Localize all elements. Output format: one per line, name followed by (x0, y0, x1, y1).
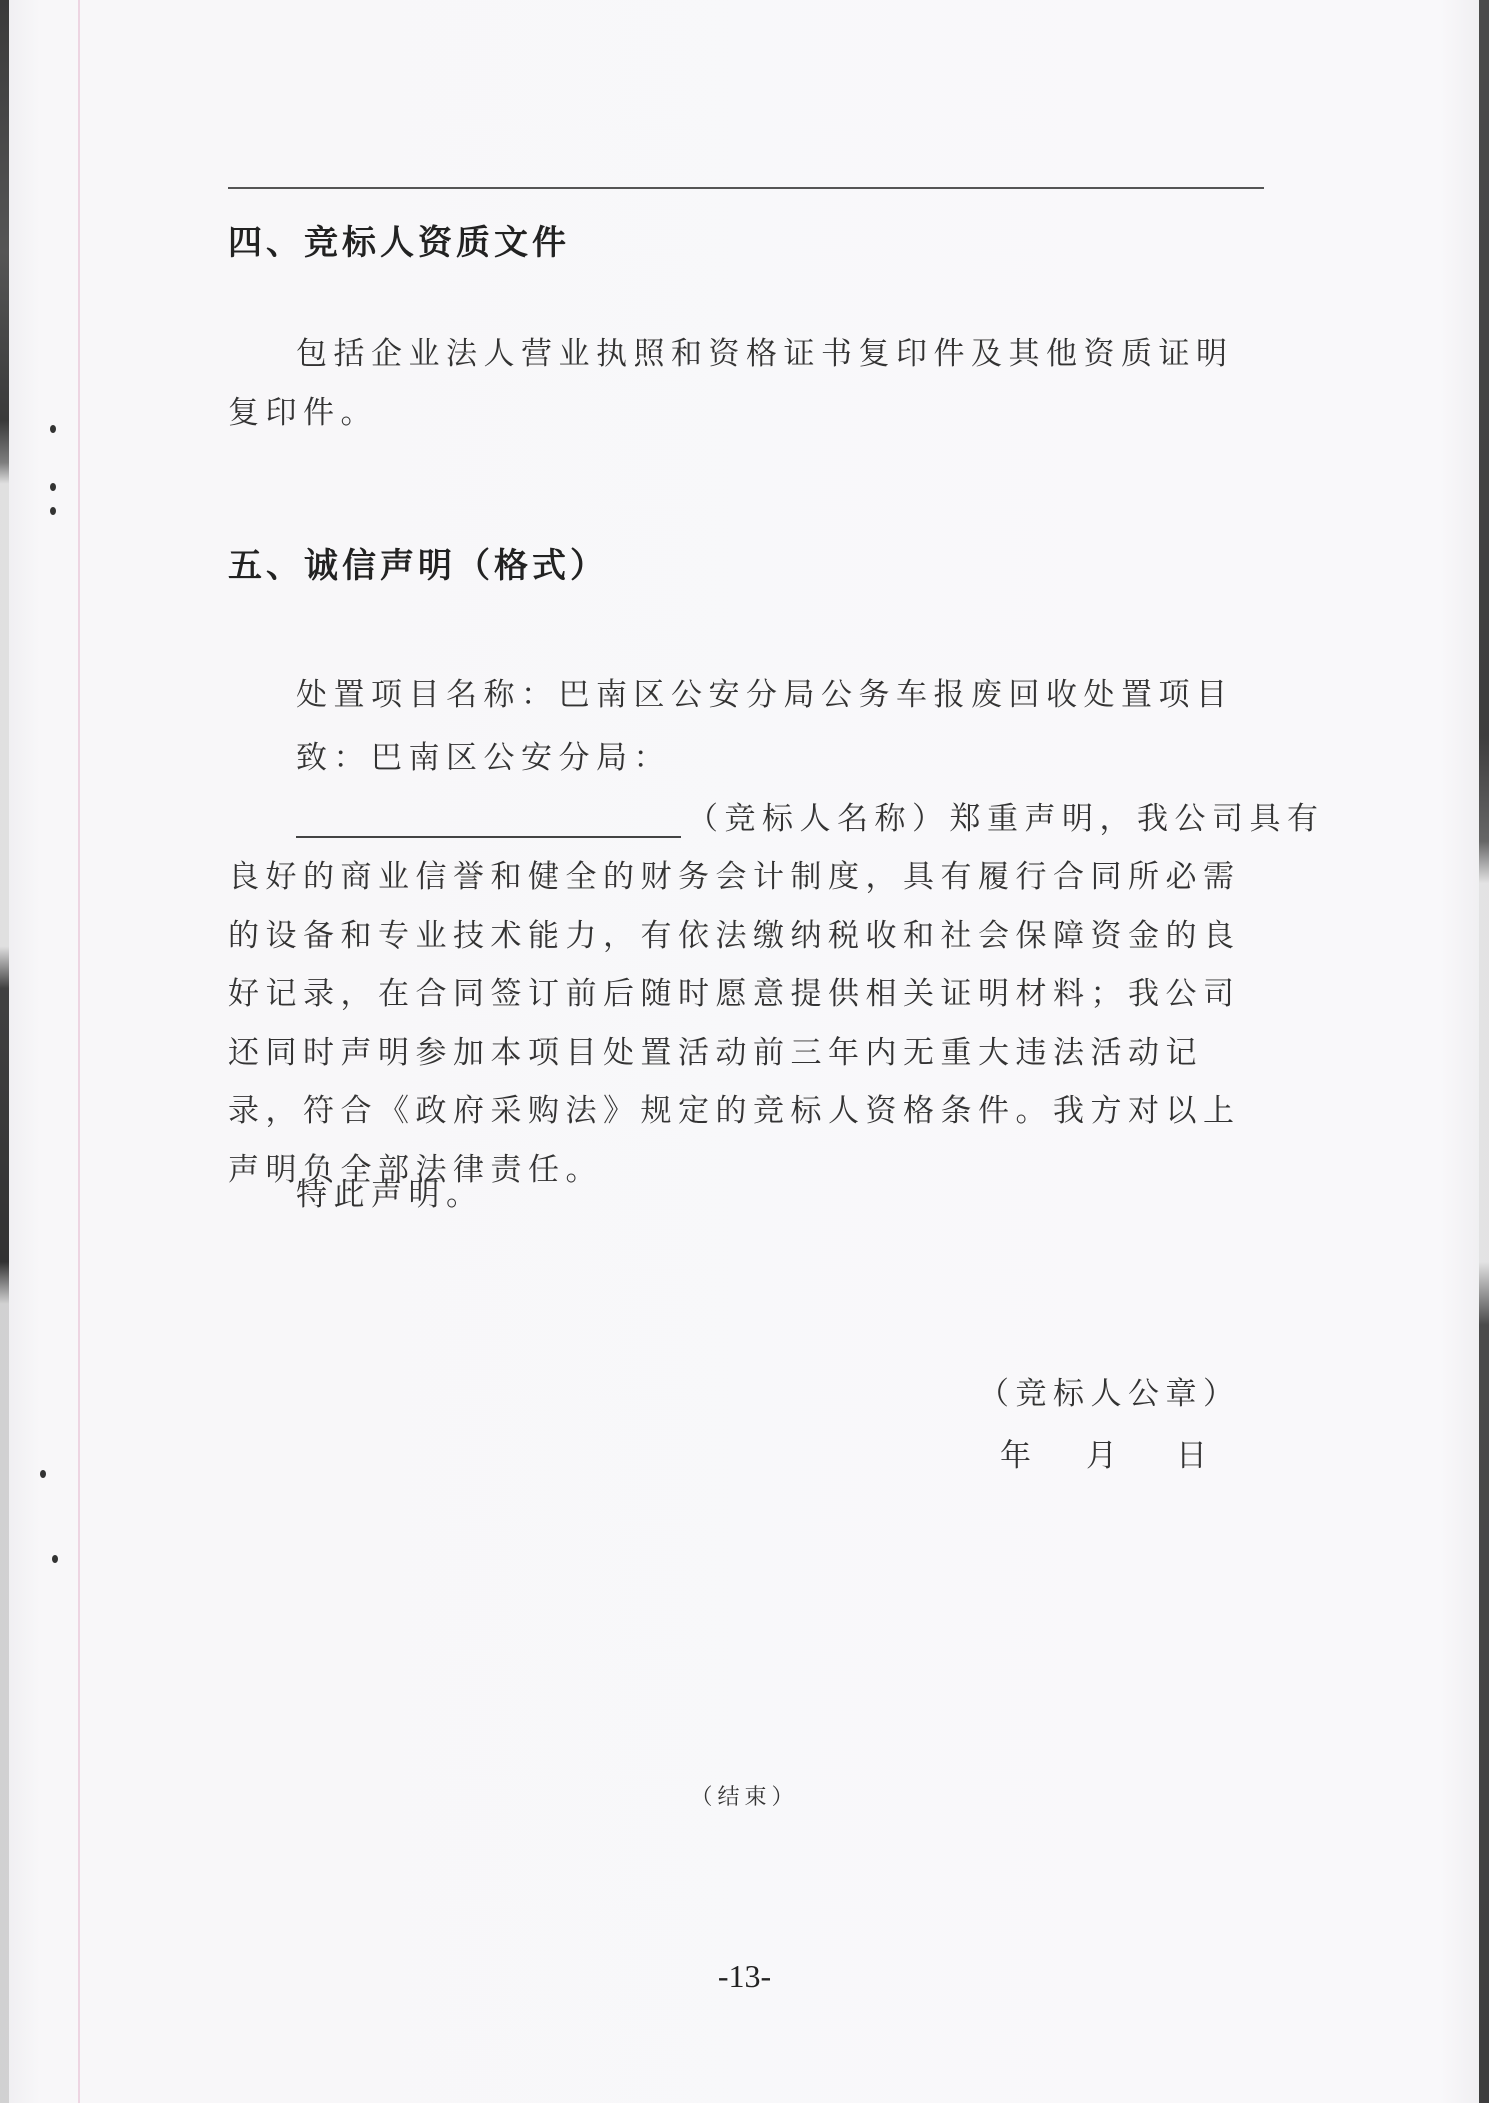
section-4-heading: 四、竞标人资质文件 (228, 223, 570, 263)
bidder-name-blank (296, 806, 681, 838)
declaration-lead-text: （竞标人名称）郑重声明，我公司具有 (687, 801, 1325, 837)
declaration-first-line (296, 793, 1325, 838)
header-rule (228, 187, 1264, 189)
binding-hole-dot (50, 425, 56, 433)
section-4-body: 包括企业法人营业执照和资格证书复印件及其他资质证明复印件。 (228, 336, 1234, 431)
declaration-body: 良好的商业信誉和健全的财务会计制度，具有履行合同所必需的设备和专业技术能力，有依法缴纳税收和社会保障资金的良好记录，在合同签订前后随时愿意提供相关证明材料；我公司还同时声明参加本项目处置活动前三年内无重大违法活动记录，符合《政府采购法》规定的竞标人资格条件。我方对以上声明负全部法律责任。 (228, 859, 1241, 1188)
project-name-line: 处置项目名称：巴南区公安分局公务车报废回收处置项目 (296, 677, 1234, 713)
date-year-label: 年 (1000, 1438, 1038, 1474)
date-day-label: 日 (1176, 1438, 1214, 1474)
binding-hole-dot (50, 483, 56, 491)
closing-line: 特此声明。 (296, 1177, 484, 1213)
page-number: -13- (717, 1958, 772, 1994)
addressee-line: 致：巴南区公安分局： (296, 740, 671, 776)
end-mark: （结束） (690, 1785, 799, 1810)
bidder-seal: （竞标人公章） (978, 1376, 1241, 1412)
date-month-label: 月 (1086, 1438, 1124, 1474)
binding-hole-dot (52, 1555, 58, 1563)
binding-hole-dot (40, 1470, 46, 1478)
binding-hole-dot (50, 507, 56, 515)
section-5-heading: 五、诚信声明（格式） (228, 546, 608, 586)
